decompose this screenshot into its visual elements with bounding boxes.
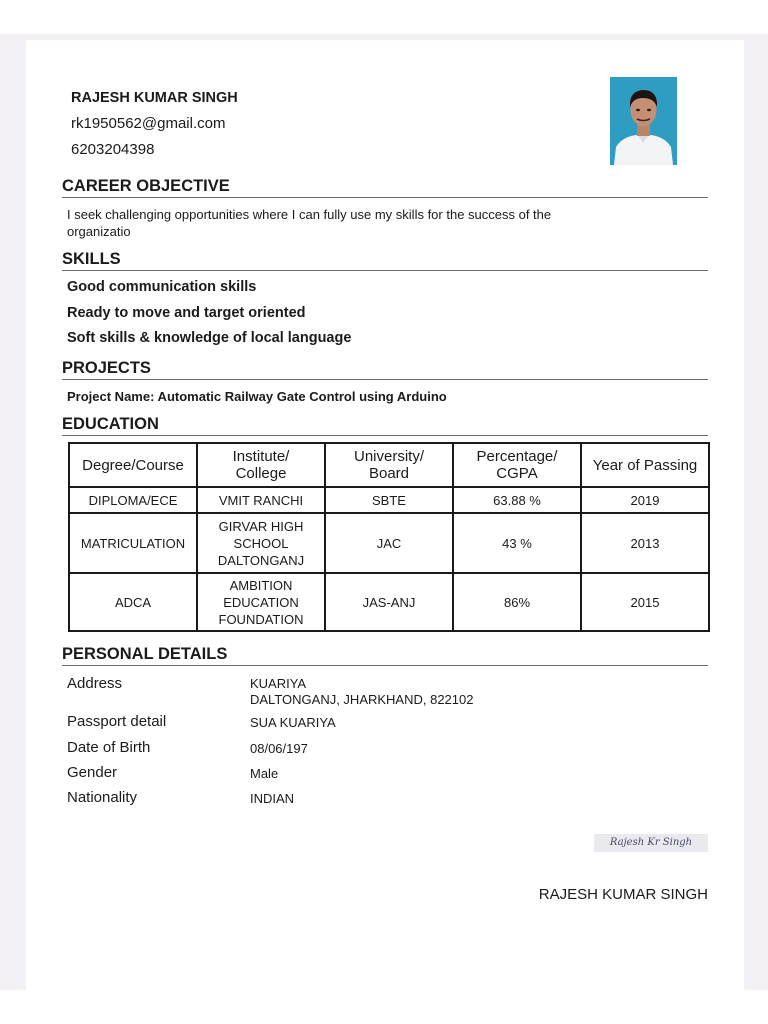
table-row xyxy=(69,573,709,631)
cell-degree: MATRICULATION xyxy=(69,513,197,573)
passport-value: SUA KUARIYA xyxy=(250,715,336,730)
skill-item: Good communication skills xyxy=(67,279,257,295)
signatory-name: RAJESH KUMAR SINGH xyxy=(538,886,708,903)
header-university: University/ Board xyxy=(325,443,453,487)
cell-board: SBTE xyxy=(325,487,453,513)
cell-institute: GIRVAR HIGH SCHOOL DALTONGANJ xyxy=(197,513,325,573)
passport-label: Passport detail xyxy=(67,713,167,730)
projects-heading: PROJECTS xyxy=(62,359,708,380)
cell-year: 2013 xyxy=(581,513,709,573)
address-value xyxy=(250,676,473,708)
gender-label: Gender xyxy=(67,764,118,781)
profile-photo xyxy=(610,77,677,165)
personal-details-heading: PERSONAL DETAILS xyxy=(62,645,708,666)
person-photo-icon xyxy=(610,77,677,165)
address-line: DALTONGANJ, JHARKHAND, 822102 xyxy=(250,692,474,707)
cell-degree: DIPLOMA/ECE xyxy=(69,487,197,513)
cell-percentage: 43 % xyxy=(453,513,581,573)
skill-item: Ready to move and target oriented xyxy=(67,305,306,321)
handwritten-signature: Rajesh Kr Singh xyxy=(594,834,708,852)
cell-institute: AMBITION EDUCATION FOUNDATION xyxy=(197,573,325,631)
header-year: Year of Passing xyxy=(581,443,709,487)
cell-percentage: 86% xyxy=(453,573,581,631)
dob-label: Date of Birth xyxy=(67,739,151,756)
email-address: rk1950562@gmail.com xyxy=(71,115,226,132)
skills-heading: SKILLS xyxy=(62,250,708,271)
cell-board: JAC xyxy=(325,513,453,573)
cell-year: 2015 xyxy=(581,573,709,631)
cell-board: JAS-ANJ xyxy=(325,573,453,631)
candidate-name: RAJESH KUMAR SINGH xyxy=(71,90,238,106)
nationality-label: Nationality xyxy=(67,789,138,806)
table-row xyxy=(69,513,709,573)
education-table xyxy=(68,442,710,632)
header-percentage: Percentage/ CGPA xyxy=(453,443,581,487)
gender-value: Male xyxy=(250,766,279,781)
cell-year: 2019 xyxy=(581,487,709,513)
bottom-margin xyxy=(0,990,768,1024)
top-margin xyxy=(0,0,768,34)
address-label: Address xyxy=(67,675,123,692)
education-heading: EDUCATION xyxy=(62,415,708,436)
skill-item: Soft skills & knowledge of local language xyxy=(67,330,352,346)
cell-degree: ADCA xyxy=(69,573,197,631)
table-header-row xyxy=(69,443,709,487)
address-line: KUARIYA xyxy=(250,676,307,691)
cell-percentage: 63.88 % xyxy=(453,487,581,513)
project-item: Project Name: Automatic Railway Gate Control using Arduino xyxy=(67,389,447,404)
nationality-value: INDIAN xyxy=(250,791,295,806)
cell-institute: VMIT RANCHI xyxy=(197,487,325,513)
resume-page xyxy=(26,40,744,990)
header-institute: Institute/ College xyxy=(197,443,325,487)
phone-number: 6203204398 xyxy=(71,141,155,158)
career-objective-heading: CAREER OBJECTIVE xyxy=(62,177,708,198)
career-objective-line: organizatio xyxy=(67,224,131,239)
header-degree: Degree/Course xyxy=(69,443,197,487)
career-objective-text xyxy=(67,206,667,240)
table-row xyxy=(69,487,709,513)
career-objective-line: I seek challenging opportunities where I can fully use my skills for the success of the xyxy=(67,207,552,222)
dob-value: 08/06/197 xyxy=(250,741,308,756)
